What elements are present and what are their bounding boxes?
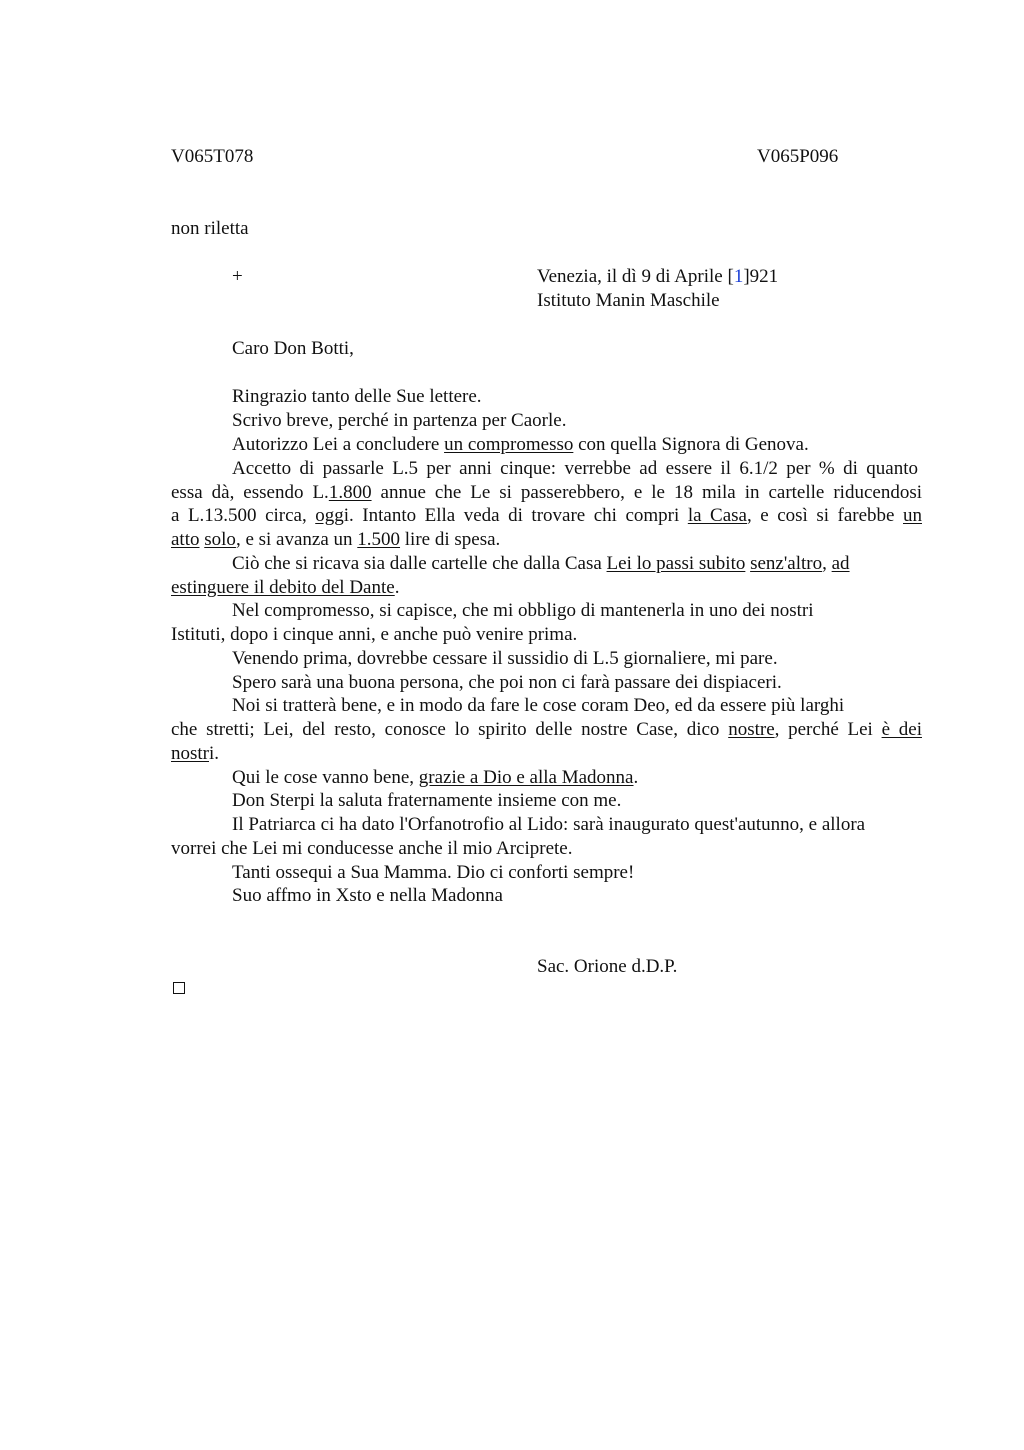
body-line: Nel compromesso, si capisce, che mi obbligo di mantenerla in uno dei nostri (232, 600, 814, 621)
signature: Sac. Orione d.D.P. (537, 956, 678, 977)
underlined-text: è dei (881, 719, 922, 740)
body-line: Il Patriarca ci ha dato l'Orfanotrofio al Lido: sarà inaugurato quest'autunno, e allora (232, 814, 866, 835)
note-non-riletta: non riletta (171, 218, 249, 239)
underlined-text: la Casa (687, 505, 747, 526)
body-line: Noi si tratterà bene, e in modo da fare le cose coram Deo, ed da essere più larghi (232, 695, 845, 716)
body-line: Suo affmo in Xsto e nella Madonna (232, 885, 503, 906)
body-line: atto solo, e si avanza un 1.500 lire di spesa. (171, 529, 501, 550)
checkbox-square-icon (173, 982, 185, 994)
underlined-text: ogg (315, 505, 344, 526)
body-line: vorrei che Lei mi conducesse anche il mio Arciprete. (171, 838, 573, 859)
body-line: Accetto di passarle L.5 per anni cinque: verrebbe ad essere il 6.1/2 per % di quanto (232, 458, 918, 479)
place-date: Venezia, il dì 9 di Aprile [1]921 (537, 266, 779, 287)
underlined-text: un compromesso (444, 434, 574, 455)
body-line: a L.13.500 circa, oggi. Intanto Ella veda di trovare chi compri la Casa, e così si farebbe un (171, 505, 922, 526)
institute-name: Istituto Manin Maschile (537, 290, 720, 311)
body-line: Qui le cose vanno bene, grazie a Dio e alla Madonna. (232, 767, 639, 788)
body-line: Autorizzo Lei a concludere un compromesso con quella Signora di Genova. (232, 434, 809, 455)
underlined-text: nostre (728, 719, 775, 740)
body-line: estinguere il debito del Dante. (171, 577, 400, 598)
body-line: Venendo prima, dovrebbe cessare il sussidio di L.5 giornaliere, mi pare. (232, 648, 778, 669)
body-line: Scrivo breve, perché in partenza per Caorle. (232, 410, 567, 431)
cross-mark: + (232, 266, 243, 287)
underlined-text: ad (831, 553, 850, 574)
underlined-text: solo (204, 529, 236, 550)
body-line: che stretti; Lei, del resto, conosce lo spirito delle nostre Case, dico nostre, perché Lei è dei (171, 719, 922, 740)
salutation: Caro Don Botti, (232, 338, 354, 359)
underlined-text: estinguere il debito del Dante (171, 577, 395, 598)
body-line: Spero sarà una buona persona, che poi non ci farà passare dei dispiaceri. (232, 672, 782, 693)
underlined-text: nostr (171, 743, 209, 764)
body-line: essa dà, essendo L.1.800 annue che Le si passerebbero, e le 18 mila in cartelle riducendosi (171, 482, 922, 503)
body-line: Don Sterpi la saluta fraternamente insieme con me. (232, 790, 622, 811)
document-code-right: V065P096 (757, 146, 839, 167)
underlined-text: 1.800 (328, 482, 372, 503)
underlined-text: un (903, 505, 922, 526)
underlined-text: grazie a Dio e alla Madonna (418, 767, 634, 788)
editorial-bracket-digit: 1 (733, 266, 744, 287)
document-code-left: V065T078 (171, 146, 254, 167)
underlined-text: 1.500 (357, 529, 401, 550)
body-line: Ringrazio tanto delle Sue lettere. (232, 386, 482, 407)
underlined-text: senz'altro (750, 553, 823, 574)
underlined-text: atto (171, 529, 200, 550)
body-line: Istituti, dopo i cinque anni, e anche può venire prima. (171, 624, 578, 645)
body-line: nostri. (171, 743, 220, 764)
body-line: Tanti ossequi a Sua Mamma. Dio ci conforti sempre! (232, 862, 635, 883)
body-line: Ciò che si ricava sia dalle cartelle che dalla Casa Lei lo passi subito senz'altro, ad (232, 553, 850, 574)
underlined-text: Lei lo passi subito (606, 553, 746, 574)
